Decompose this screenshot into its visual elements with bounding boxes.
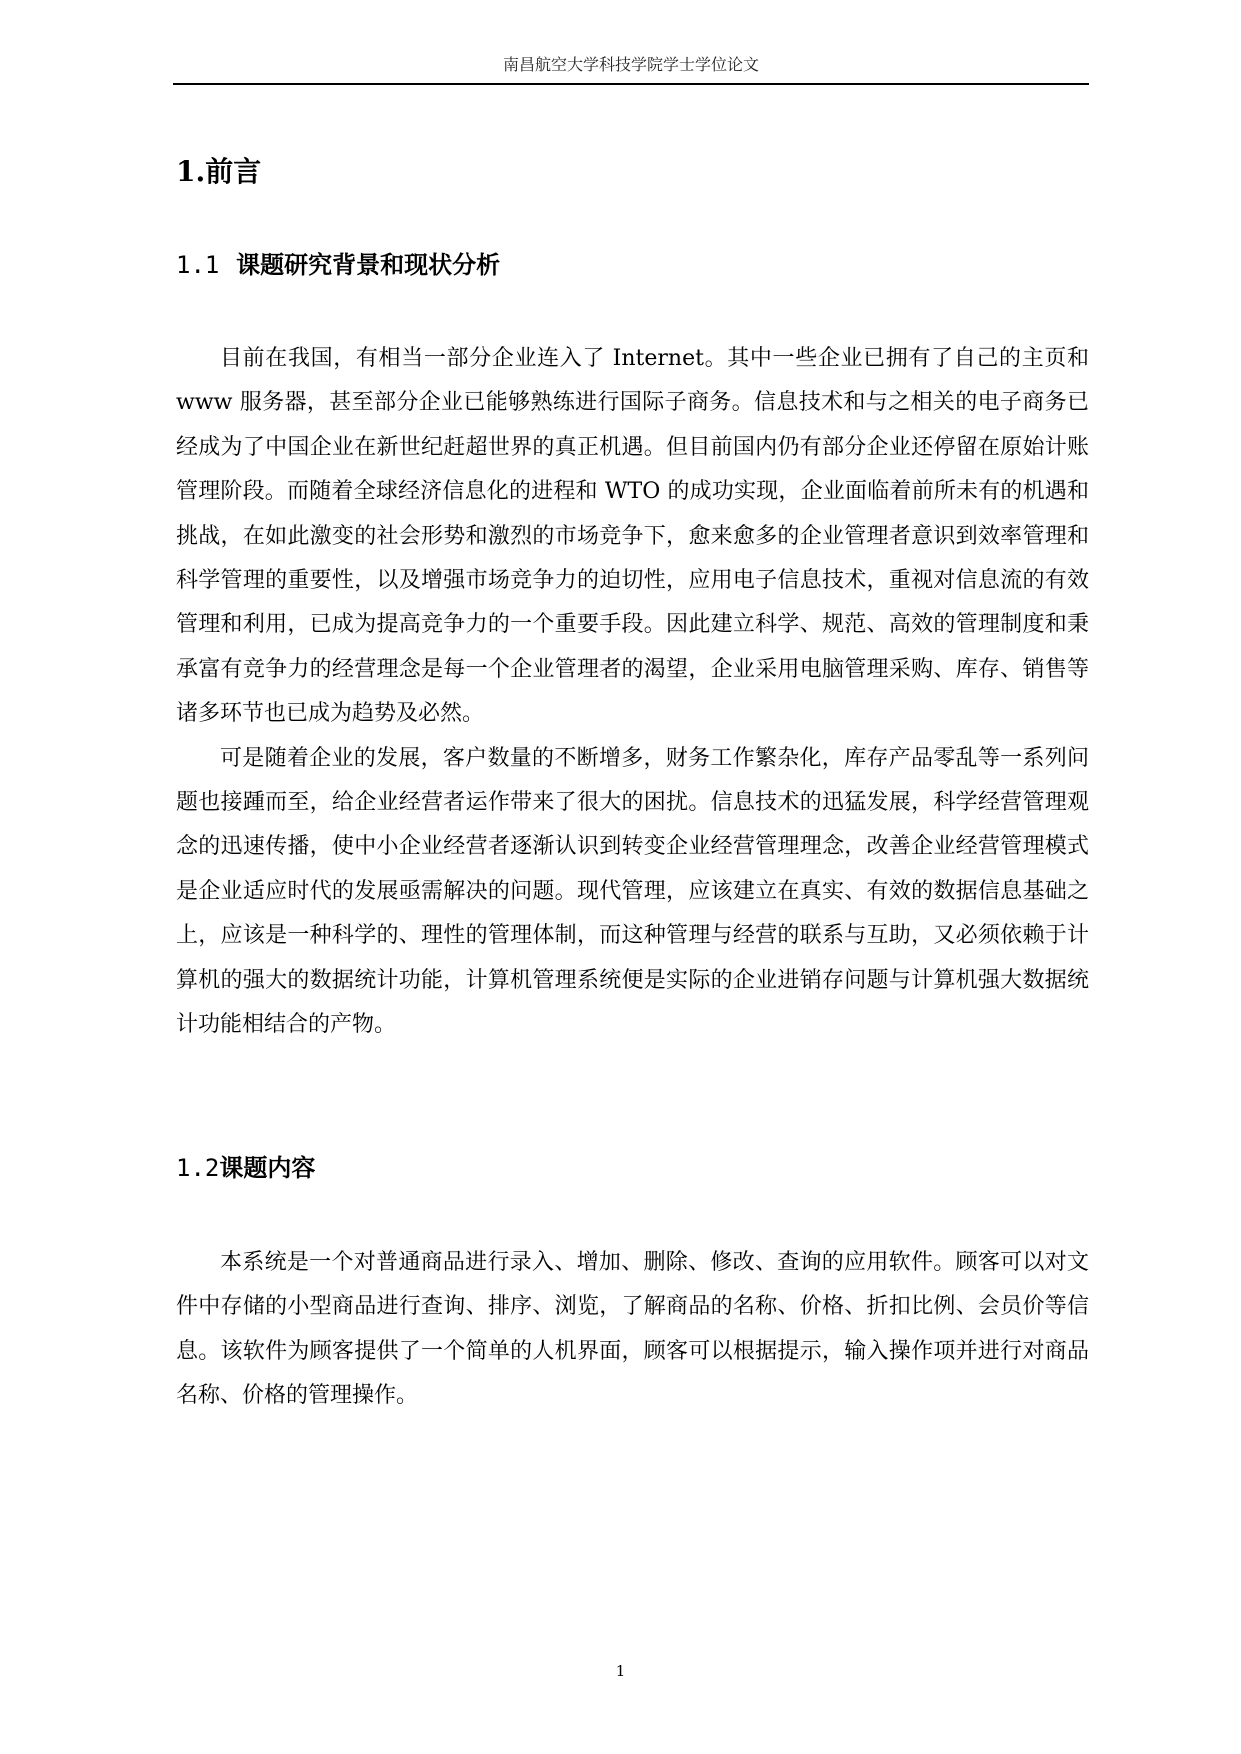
chapter-heading: 1.前言 — [176, 155, 262, 188]
section-heading-background — [176, 247, 500, 283]
section-title: 课题内容 — [219, 1153, 316, 1182]
section-heading-content — [176, 1150, 315, 1186]
section-body-background — [176, 337, 1089, 1048]
body-paragraph: 目前在我国，有相当一部分企业连入了 Internet。其中一些企业已拥有了自己的主页和 www 服务器，甚至部分企业已能够熟练进行国际子商务。信息技术和与之相关的电子商务已经成为了中国企业在新世纪赶超世界的真正机遇。但目前国内仍有部分企业还停留在原始计账管理阶段。而随着全球经济信息化的进程和 WTO 的成功实现，企业面临着前所未有的机遇和挑战，在如此激变的社会形势和激烈的市场竞争下，愈来愈多的企业管理者意识到效率管理和科学管理的重要性，以及增强市场竞争力的迫切性，应用电子信息技术，重视对信息流的有效管理和利用，已成为提高竞争力的一个重要手段。因此建立科学、规范、高效的管理制度和秉承富有竞争力的经营理念是每一个企业管理者的渴望，企业采用电脑管理采购、库存、销售等诸多环节也已成为趋势及必然。 — [176, 346, 1089, 727]
section-number: 1.2 — [176, 1154, 220, 1182]
header-rule — [173, 83, 1089, 85]
running-header: 南昌航空大学科技学院学士学位论文 — [502, 55, 759, 74]
section-title: 课题研究背景和现状分析 — [236, 250, 501, 279]
section-body-content — [176, 1241, 1089, 1419]
body-paragraph: 本系统是一个对普通商品进行录入、增加、删除、修改、查询的应用软件。顾客可以对文件中存储的小型商品进行查询、排序、浏览，了解商品的名称、价格、折扣比例、会员价等信息。该软件为顾客提供了一个简单的人机界面，顾客可以根据提示，输入操作项并进行对商品名称、价格的管理操作。 — [176, 1250, 1089, 1409]
page-number: 1 — [615, 1662, 626, 1680]
body-paragraph: 可是随着企业的发展，客户数量的不断增多，财务工作繁杂化，库存产品零乱等一系列问题也接踵而至，给企业经营者运作带来了很大的困扰。信息技术的迅猛发展，科学经营管理观念的迅速传播，使中小企业经营者逐渐认识到转变企业经营管理理念，改善企业经营管理模式是企业适应时代的发展亟需解决的问题。现代管理，应该建立在真实、有效的数据信息基础之上，应该是一种科学的、理性的管理体制，而这种管理与经营的联系与互助，又必须依赖于计算机的强大的数据统计功能，计算机管理系统便是实际的企业进销存问题与计算机强大数据统计功能相结合的产物。 — [176, 745, 1089, 1038]
section-number: 1.1 — [176, 251, 220, 279]
